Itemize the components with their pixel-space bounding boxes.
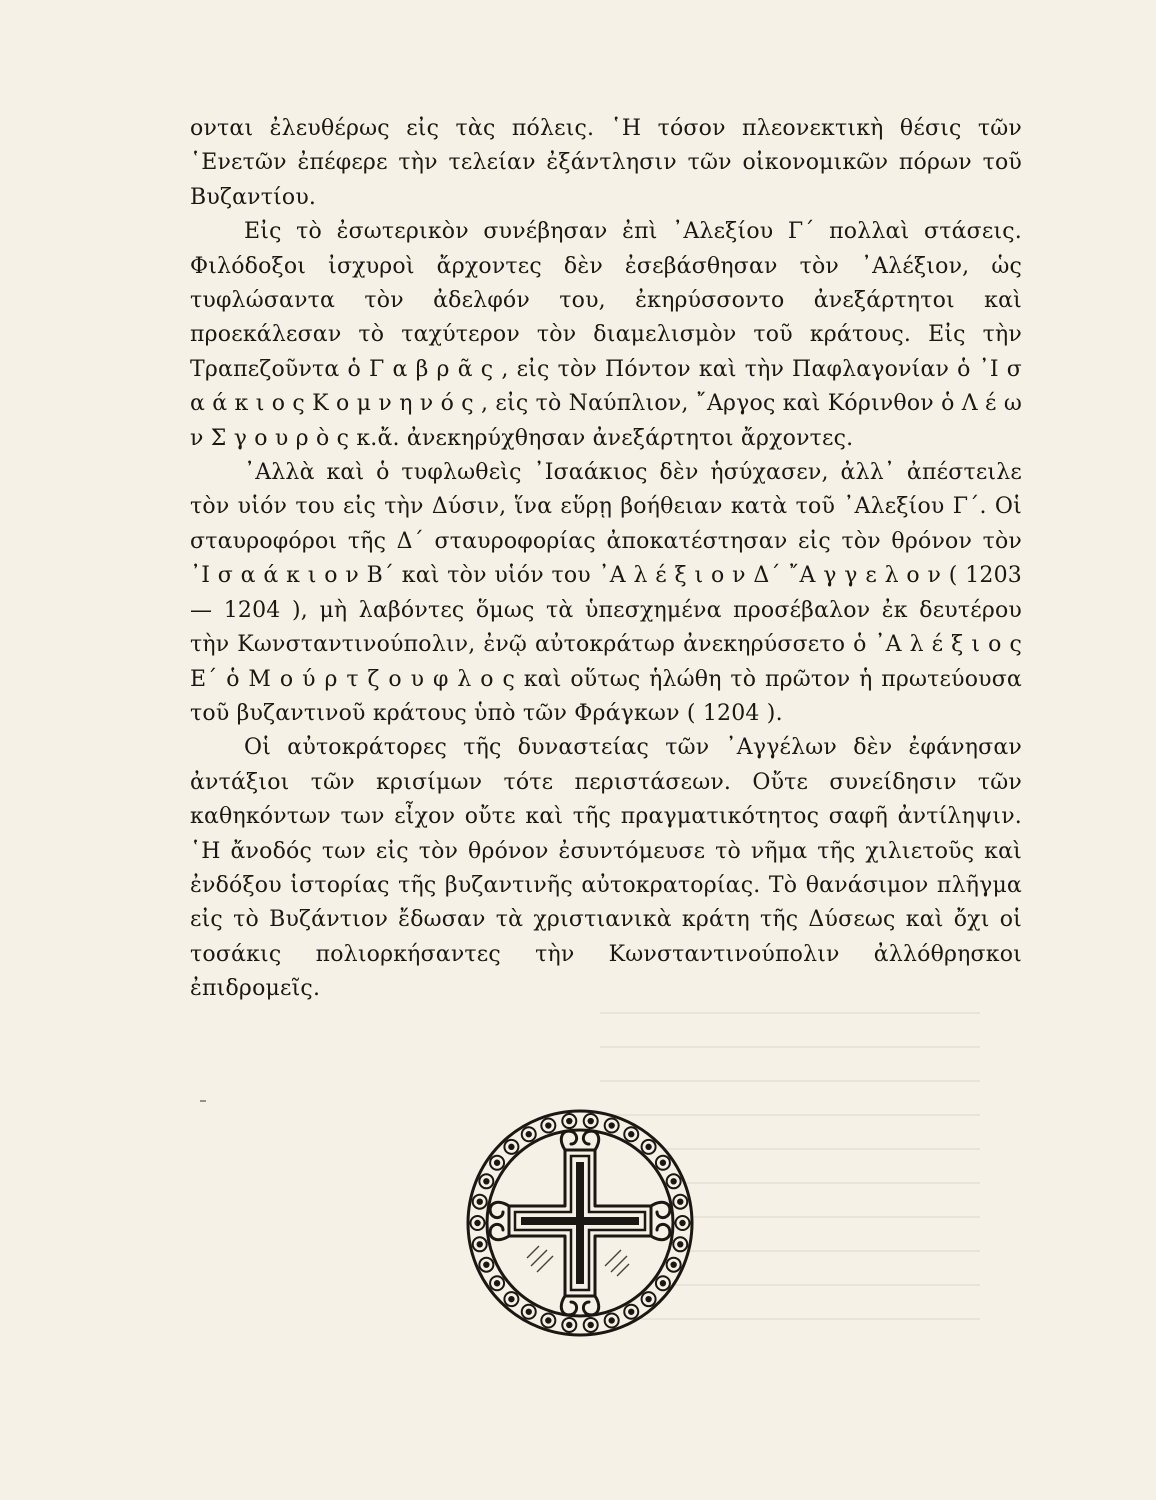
- seal-bead-center: [478, 1199, 482, 1203]
- seal-bead-center: [527, 1310, 531, 1314]
- seal-bead-center: [629, 1132, 633, 1136]
- seal-bead-center: [678, 1242, 682, 1246]
- seal-bead-center: [509, 1297, 513, 1301]
- seal-bead-center: [661, 1161, 665, 1165]
- seal-bead-center: [567, 1119, 571, 1123]
- seal-bead-center: [495, 1161, 499, 1165]
- seal-bead-center: [589, 1119, 593, 1123]
- margin-mark: [200, 1100, 206, 1102]
- seal-bead-center: [671, 1179, 675, 1183]
- seal-bead-center: [671, 1262, 675, 1266]
- seal-bead-center: [484, 1179, 488, 1183]
- seal-bead-center: [629, 1310, 633, 1314]
- seal-bead-center: [527, 1132, 531, 1136]
- seal-bead-center: [495, 1281, 499, 1285]
- seal-bead-center: [478, 1242, 482, 1246]
- seal-bead-center: [546, 1123, 550, 1127]
- seal-bead-center: [678, 1199, 682, 1203]
- seal-bead-center: [509, 1145, 513, 1149]
- seal-bead-center: [475, 1221, 479, 1225]
- seal-bead-center: [609, 1123, 613, 1127]
- paragraph-angeloi-dynasty: Οἱ αὐτοκράτορες τῆς δυναστείας τῶν ᾿Αγγέλων δὲν ἐφάνησαν ἀντάξιοι τῶν κρισίμων τότε περιστάσεων. Οὔτε συνείδησιν τῶν καθηκόντων των εἶχον οὔτε καὶ τῆς πραγματικότητος σαφῆ ἀντίληψιν. ῾Η ἄνοδός των εἰς τὸν θρόνον ἐσυντόμευσε τὸ νῆμα τῆς χιλιετοῦς καὶ ἐνδόξου ἱστορίας τῆς βυζαντινῆς αὐτοκρατορίας. Τὸ θανάσιμον πλῆγμα εἰς τὸ Βυζάντιον ἔδωσαν τὰ χριστιανικὰ κράτη τῆς Δύσεως καὶ ὄχι οἱ τοσάκις πολιορκήσαντες τὴν Κωνσταντινούπολιν ἀλλόθρησκοι ἐπιδρομεῖς.: [190, 735, 1022, 1002]
- seal-bead-center: [661, 1281, 665, 1285]
- seal-bead-center: [567, 1323, 571, 1327]
- seal-bead-center: [646, 1145, 650, 1149]
- seal-bead-center: [680, 1221, 684, 1225]
- cross-seal-icon: [465, 1108, 695, 1338]
- seal-bead-center: [546, 1318, 550, 1322]
- seal-bead-center: [589, 1323, 593, 1327]
- paragraph-continuation: ονται ἐλευθέρως εἰς τὰς πόλεις. ῾Η τόσον πλεονεκτικὴ θέσις τῶν ῾Ενετῶν ἐπέφερε τὴν τελείαν ἐξάντλησιν τῶν οἰκονομικῶν πόρων τοῦ Βυζαντίου.: [190, 116, 1022, 210]
- seal-bead-center: [484, 1262, 488, 1266]
- paragraph-internal-revolts: Εἰς τὸ ἐσωτερικὸν συνέβησαν ἐπὶ ᾿Αλεξίου Γ΄ πολλαὶ στάσεις. Φιλόδοξοι ἰσχυροὶ ἄρχοντες δὲν ἐσεβάσθησαν τὸν ᾿Αλέξιον, ὡς τυφλώσαντα τὸν ἀδελφόν του, ἐκηρύσσοντο ἀνεξάρτητοι καὶ προεκάλεσαν τὸ ταχύτερον τὸν διαμελισμὸν τοῦ κράτους. Εἰς τὴν Τραπεζοῦντα ὁ Γ α β ρ ᾶ ς , εἰς τὸν Πόντον καὶ τὴν Παφλαγονίαν ὁ ᾿Ι σ α ά κ ι ο ς Κ ο μ ν η ν ό ς , εἰς τὸ Ναύπλιον, ῎Αργος καὶ Κόρινθον ὁ Λ έ ω ν Σ γ ο υ ρ ὸ ς κ.ἄ. ἀνεκηρύχθησαν ἀνεξάρτητοι ἄρχοντες.: [190, 219, 1022, 451]
- seal-bead-center: [609, 1318, 613, 1322]
- seal-bead-center: [646, 1297, 650, 1301]
- paragraph-fourth-crusade: ᾿Αλλὰ καὶ ὁ τυφλωθεὶς ᾿Ισαάκιος δὲν ἡσύχασεν, ἀλλ᾿ ἀπέστειλε τὸν υἱόν του εἰς τὴν Δύσιν, ἵνα εὕρῃ βοήθειαν κατὰ τοῦ ᾿Αλεξίου Γ΄. Οἱ σταυροφόροι τῆς Δ΄ σταυροφορίας ἀποκατέστησαν εἰς τὸν θρόνον τὸν ᾿Ι σ α ά κ ι ο ν Β΄ καὶ τὸν υἱόν του ᾿Α λ έ ξ ι ο ν Δ΄ ῎Α γ γ ε λ ο ν ( 1203 — 1204 ), μὴ λαβόντες ὅμως τὰ ὑπεσχημένα προσέβαλον ἐκ δευτέρου τὴν Κωνσταντινούπολιν, ἐνῷ αὐτοκράτωρ ἀνεκηρύσσετο ὁ ᾿Α λ έ ξ ι ο ς Ε΄ ὁ Μ ο ύ ρ τ ζ ο υ φ λ ο ς καὶ οὕτως ἡλώθη τὸ πρῶτον ἡ πρωτεύουσα τοῦ βυζαντινοῦ κράτους ὑπὸ τῶν Φράγκων ( 1204 ).: [190, 460, 1022, 726]
- body-text: [190, 112, 1022, 1007]
